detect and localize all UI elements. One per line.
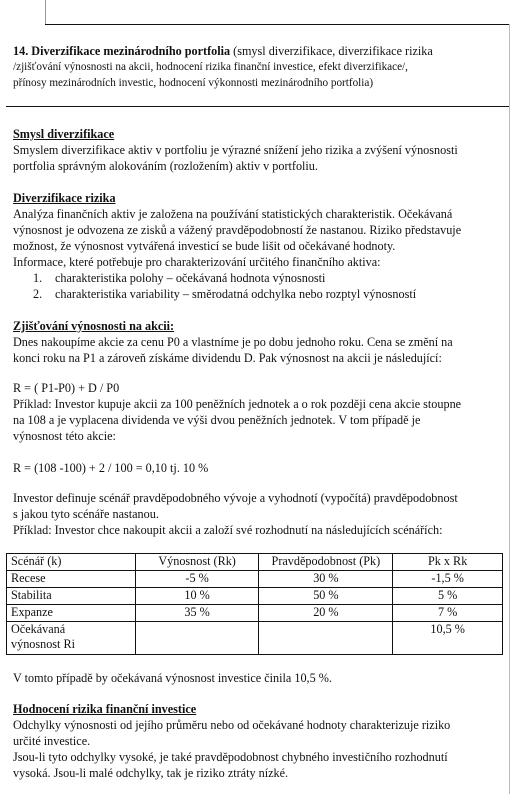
- riziko-line-4: Informace, které potřebuje pro charakterizování určitého finančního aktiva:: [13, 255, 381, 269]
- table-cell: 30 %: [259, 571, 393, 588]
- heading-subtitle-1: (smysl diverzifikace, diverzifikace rizika: [230, 44, 433, 58]
- table-header-cell: Scénář (k): [7, 554, 136, 571]
- riziko-line-3: možnost, že výnosnost vytvářená investicí se bude lišit od očekávané hodnoty.: [13, 239, 396, 253]
- hodnoceni-line-2: určité investice.: [13, 734, 91, 748]
- hodnoceni-line-3: Jsou-li tyto odchylky vysoké, je také pravděpodobnost chybného investičního rozhodnutí: [13, 750, 448, 764]
- riziko-line-1: Analýza finančních aktiv je založena na používání statistických charakteristik. Očekávaná: [13, 207, 453, 221]
- top-rule: [45, 24, 510, 25]
- smysl-line-2: portfolia správným alokováním (rozložením) aktiv v portfoliu.: [13, 159, 318, 173]
- vynosnost-line-6: Investor definuje scénář pravděpodobného vývoje a vyhodnotí (vypočítá) pravděpodobnost: [13, 491, 458, 505]
- hodnoceni-line-4: vysoká. Jsou-li malé odchylky, tak je riziko ztráty nízké.: [13, 766, 289, 780]
- section-title-smysl: Smysl diverzifikace: [13, 127, 115, 141]
- table-row: [7, 605, 503, 622]
- table-row: [7, 588, 503, 605]
- scenario-table: [6, 553, 503, 655]
- formula: R = ( P1-P0) + D / P0: [13, 381, 120, 395]
- table-header-cell: Výnosnost (Rk): [135, 554, 259, 571]
- table-cell: Stabilita: [7, 588, 136, 605]
- heading-title: 14. Diverzifikace mezinárodního portfolia: [13, 44, 231, 58]
- table-cell: Recese: [7, 571, 136, 588]
- smysl-line-1: Smyslem diverzifikace aktiv v portfoliu je výrazné snížení jeho rizika a zvýšení výnosnosti: [13, 143, 458, 157]
- table-cell: 7 %: [393, 605, 503, 622]
- table-header-cell: Pravděpodobnost (Pk): [259, 554, 393, 571]
- table-row-expected: [7, 622, 503, 655]
- table-cell: 35 %: [135, 605, 259, 622]
- list-item-2-number: 2.: [33, 287, 43, 301]
- heading-subtitle-3: přínosy mezinárodních investic, hodnocení výkonnosti mezinárodního portfolia): [13, 77, 374, 89]
- table-header-cell: Pk x Rk: [393, 554, 503, 571]
- list-item-1-text: charakteristika polohy – očekávaná hodnota výnosnosti: [55, 271, 326, 285]
- left-margin-line: [45, 0, 46, 24]
- vynosnost-line-5: výnosnost této akcie:: [13, 429, 116, 443]
- list-item-2-text: charakteristika variability – směrodatná odchylka nebo rozptyl výnosností: [55, 287, 417, 301]
- table-row: [7, 571, 503, 588]
- heading-line-1: [13, 43, 505, 59]
- riziko-line-2: výnosnost je odvozena ze zisků a vážený pravděpodobností že nastanou. Riziko představuje: [13, 223, 462, 237]
- section-title-vynosnost: Zjišťování výnosnosti na akcii:: [13, 319, 175, 333]
- vynosnost-line-3: Příklad: Investor kupuje akcii za 100 peněžních jednotek a o rok později cena akcie stoupne: [13, 397, 462, 411]
- vynosnost-line-8: Příklad: Investor chce nakoupit akcii a založí své rozhodnutí na následujících scénářích:: [13, 523, 443, 537]
- page-right-edge: [509, 24, 510, 794]
- table-cell-empty: [259, 622, 393, 655]
- table-cell-expected-label: [7, 622, 136, 655]
- table-cell: 20 %: [259, 605, 393, 622]
- calculation: R = (108 -100) + 2 / 100 = 0,10 tj. 10 %: [13, 461, 209, 475]
- table-header-row: [7, 554, 503, 571]
- table-cell: -1,5 %: [393, 571, 503, 588]
- table-cell: 50 %: [259, 588, 393, 605]
- vynosnost-line-2: konci roku na P1 a zároveň získáme dividendu D. Pak výnosnost na akcii je následující:: [13, 351, 442, 365]
- table-cell: 10 %: [135, 588, 259, 605]
- vynosnost-line-7: s jakou tyto scénáře nastanou.: [13, 507, 159, 521]
- table-cell: 5 %: [393, 588, 503, 605]
- section-title-riziko: Diverzifikace rizika: [13, 191, 116, 205]
- vynosnost-line-4: na 108 a je vyplacena dividenda ve výši dvou peněžních jednotek. V tom případě je: [13, 413, 421, 427]
- heading-subtitle-2: /zjišťování výnosnosti na akcii, hodnocení rizika finanční investice, efekt diverzifikace/,: [13, 61, 408, 73]
- table-cell-expected-value: 10,5 %: [393, 622, 503, 655]
- table-cell-empty: [135, 622, 259, 655]
- table-cell: Expanze: [7, 605, 136, 622]
- heading-rule: [6, 106, 510, 107]
- vynosnost-line-1: Dnes nakoupíme akcie za cenu P0 a vlastníme je po dobu jednoho roku. Cena se změní na: [13, 335, 453, 349]
- expected-label-line-2: výnosnost Ri: [11, 637, 75, 651]
- conclusion: V tomto případě by očekávaná výnosnost investice činila 10,5 %.: [13, 671, 332, 685]
- hodnoceni-line-1: Odchylky výnosnosti od jejího průměru nebo od očekávané hodnoty charakterizuje riziko: [13, 718, 451, 732]
- expected-label-line-1: Očekávaná: [11, 622, 66, 636]
- section-title-hodnoceni: Hodnocení rizika finanční investice: [13, 702, 197, 716]
- list-item-1-number: 1.: [33, 271, 43, 285]
- table-cell: -5 %: [135, 571, 259, 588]
